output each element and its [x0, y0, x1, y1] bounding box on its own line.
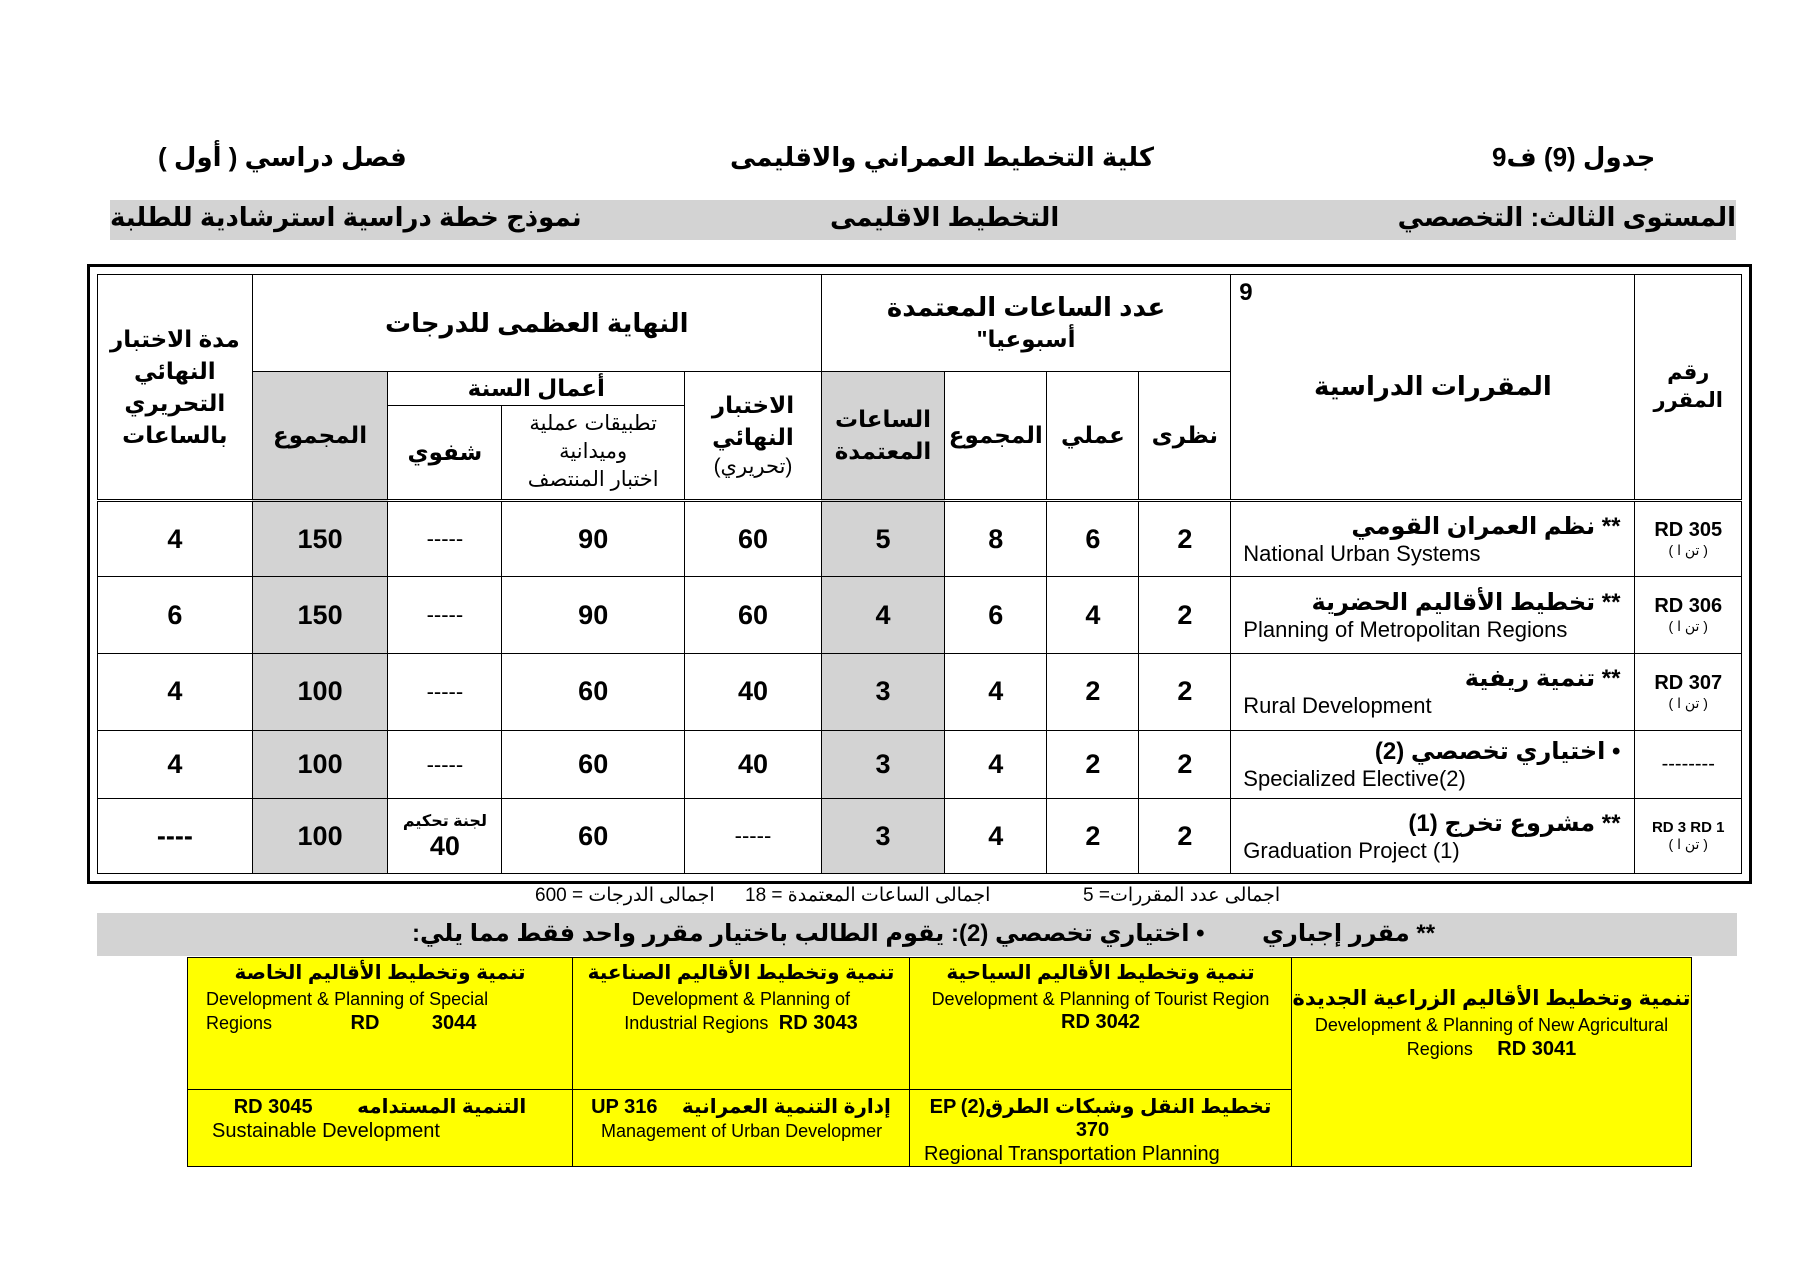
- header-practical: عملي: [1047, 371, 1139, 500]
- header-final-exam-label: الاختبار النهائي: [711, 392, 795, 451]
- elective-3041: [1292, 958, 1692, 1167]
- header-course-code: رقم المقرر: [1635, 275, 1742, 501]
- exam-duration-value: 4: [98, 730, 253, 799]
- header-theory: نظرى: [1139, 371, 1231, 500]
- plan-title: نموذج خطة دراسية استرشادية للطلبة: [110, 202, 582, 232]
- study-plan-frame: [87, 264, 1752, 884]
- total-courses: اجمالى عدد المقررات= 5: [1083, 885, 1281, 906]
- practical-value: 2: [1047, 799, 1139, 874]
- theory-value: 2: [1139, 500, 1231, 577]
- course-code-cell: [1635, 730, 1742, 799]
- credit-value: 3: [821, 799, 944, 874]
- level-label: المستوى الثالث: التخصصي: [1397, 202, 1736, 232]
- notes-bar: [97, 913, 1737, 956]
- practical-value: 6: [1047, 500, 1139, 577]
- elective-3044-ar: تنمية وتخطيط الأقاليم الخاصة: [234, 962, 526, 984]
- elective-3045-code: RD 3045: [233, 1096, 313, 1118]
- course-name-en: Planning of Metropolitan Regions: [1243, 616, 1568, 642]
- total-hours-value: 4: [945, 799, 1047, 874]
- elective-3043-en1: Development & Planning of: [631, 989, 851, 1009]
- table-label: جدول (9) ف9: [1492, 142, 1656, 172]
- elective-3044: [188, 958, 573, 1090]
- exam-duration-value: 4: [98, 500, 253, 577]
- header-applications: [502, 406, 685, 501]
- elective-3043-ar: تنمية وتخطيط الأقاليم الصناعية: [587, 962, 895, 984]
- course-code-sub: ( تن ا ): [1668, 694, 1708, 711]
- course-code-cell: [1635, 654, 1742, 731]
- header-year-work: أعمال السنة: [388, 371, 685, 405]
- theory-value: 2: [1139, 730, 1231, 799]
- theory-value: 2: [1139, 577, 1231, 654]
- table-row: [98, 654, 1742, 731]
- oral-value: -----: [388, 577, 502, 654]
- elective-up316: [573, 1090, 910, 1167]
- elective-3044-code-a: RD: [350, 1012, 380, 1034]
- theory-value: 2: [1139, 654, 1231, 731]
- total-hours-value: 4: [945, 654, 1047, 731]
- total-hours-value: 4: [945, 730, 1047, 799]
- oral-cell: [388, 799, 502, 874]
- total-hours-value: 6: [945, 577, 1047, 654]
- course-code-cell: [1635, 577, 1742, 654]
- oral-value: -----: [388, 654, 502, 731]
- practical-value: 2: [1047, 730, 1139, 799]
- header-final-exam: [685, 371, 822, 500]
- theory-value: 2: [1139, 799, 1231, 874]
- elective-up316-code: UP 316: [591, 1096, 658, 1118]
- elective-3041-ar: تنمية وتخطيط الأقاليم الزراعية الجديدة: [1292, 987, 1691, 1010]
- course-code: RD 3 RD 1: [1651, 819, 1725, 837]
- credit-value: 3: [821, 730, 944, 799]
- course-name-ar: • اختياري تخصصي (2): [1374, 738, 1621, 766]
- applications-value: 90: [502, 500, 685, 577]
- final-exam-value: 40: [685, 654, 822, 731]
- course-code: RD 306: [1654, 595, 1723, 618]
- final-exam-value: 40: [685, 730, 822, 799]
- course-name-cell: [1231, 577, 1635, 654]
- elective-3042-code: RD 3042: [1061, 1011, 1140, 1033]
- mandatory-note: ** مقرر إجباري: [1262, 920, 1436, 947]
- course-name-ar: ** تنمية ريفية: [1464, 665, 1621, 693]
- course-name-ar: ** تخطيط الأقاليم الحضرية: [1311, 588, 1621, 616]
- exam-duration-value: 4: [98, 654, 253, 731]
- elective-3041-en2: Regions: [1406, 1039, 1473, 1059]
- oral-value: -----: [388, 500, 502, 577]
- elective-up316-ar: إدارة التنمية العمرانية: [681, 1096, 891, 1118]
- credit-value: 5: [821, 500, 944, 577]
- elective-up316-en: Management of Urban Developmer: [601, 1121, 883, 1141]
- elective-ep370: [910, 1090, 1292, 1167]
- elective-ep370-ar: تخطيط النقل وشبكات الطرق(2): [960, 1096, 1272, 1118]
- course-code: RD 305: [1654, 519, 1723, 542]
- header-oral: شفوي: [388, 406, 502, 501]
- final-exam-value: 60: [685, 577, 822, 654]
- course-name-cell: [1231, 500, 1635, 577]
- total-grades-value: 150: [252, 500, 388, 577]
- total-grades-value: 100: [252, 799, 388, 874]
- applications-value: 60: [502, 799, 685, 874]
- oral-value: 40: [429, 830, 460, 861]
- exam-duration-value: 6: [98, 577, 253, 654]
- electives-table: [187, 957, 1692, 1167]
- final-exam-value: -----: [685, 799, 822, 874]
- college-name: كلية التخطيط العمراني والاقليمى: [730, 142, 1154, 172]
- table-row: [98, 577, 1742, 654]
- elective-3045-en: Sustainable Development: [212, 1120, 440, 1142]
- elective-3043: [573, 958, 910, 1090]
- header-courses-label: المقررات الدراسية: [1314, 371, 1552, 402]
- total-grades-value: 100: [252, 730, 388, 799]
- course-code-sub: ( تن ا ): [1668, 542, 1708, 559]
- course-name-en: Rural Development: [1243, 693, 1432, 719]
- header-courses: [1231, 275, 1635, 501]
- elective-3041-code: RD 3041: [1497, 1038, 1577, 1060]
- course-code-cell: [1635, 500, 1742, 577]
- practical-value: 4: [1047, 577, 1139, 654]
- total-credit-hours: اجمالى الساعات المعتمدة = 18: [745, 885, 991, 906]
- subheader-bar: [110, 200, 1736, 240]
- table-row: [98, 799, 1742, 874]
- credit-value: 4: [821, 577, 944, 654]
- course-code-cell: [1635, 799, 1742, 874]
- course-name-en: Graduation Project (1): [1243, 837, 1460, 863]
- course-name-cell: [1231, 730, 1635, 799]
- header-total-grades: المجموع: [252, 371, 388, 500]
- practical-value: 2: [1047, 654, 1139, 731]
- course-name-ar: ** مشروع تخرج (1): [1408, 809, 1621, 837]
- course-name-cell: [1231, 799, 1635, 874]
- table-row: [98, 500, 1742, 577]
- total-grades-value: 150: [252, 577, 388, 654]
- elective-note: • اختياري تخصصي (2): يقوم الطالب باختيار مقرر واحد فقط مما يلي:: [412, 920, 1205, 947]
- elective-3042: [910, 958, 1292, 1090]
- elective-3041-en1: Development & Planning of New Agricultural: [1314, 1015, 1669, 1035]
- elective-3044-en2: Regions: [206, 1013, 273, 1033]
- oral-value: -----: [388, 730, 502, 799]
- course-code-sub: ( تن ا ): [1668, 836, 1708, 853]
- table-row: [98, 730, 1742, 799]
- elective-3044-en1: Development & Planning of Special: [206, 989, 489, 1009]
- total-grades-value: 100: [252, 654, 388, 731]
- elective-3042-ar: تنمية وتخطيط الأقاليم السياحية: [946, 962, 1255, 984]
- total-grades: اجمالى الدرجات = 600: [535, 885, 715, 906]
- header-credit-hours-group: [821, 275, 1230, 372]
- credit-value: 3: [821, 654, 944, 731]
- elective-ep370-en: Regional Transportation Planning: [924, 1143, 1220, 1165]
- header-weekly: أسبوعيا": [976, 325, 1076, 352]
- applications-value: 60: [502, 654, 685, 731]
- elective-3043-en2: Industrial Regions: [624, 1013, 769, 1033]
- header-max-grades: النهاية العظمى للدرجات: [252, 275, 821, 372]
- elective-3045-ar: التنمية المستدامه: [357, 1096, 527, 1118]
- semester-label: فصل دراسي ( أول ): [158, 142, 407, 172]
- course-code-sub: ( تن ا ): [1668, 618, 1708, 635]
- header-applications-2: وميدانية: [559, 440, 628, 464]
- course-name-en: National Urban Systems: [1243, 540, 1481, 566]
- applications-value: 60: [502, 730, 685, 799]
- elective-3042-en1: Development & Planning of Tourist Region: [931, 989, 1270, 1009]
- course-code: --------: [1661, 753, 1715, 776]
- study-plan-table: [97, 274, 1742, 874]
- header-exam-duration: مدة الاختبار النهائي التحريري بالساعات: [98, 275, 253, 501]
- elective-3043-code: RD 3043: [778, 1012, 858, 1034]
- total-hours-value: 8: [945, 500, 1047, 577]
- header-final-exam-sub: (تحريري): [713, 455, 793, 479]
- elective-3044-code-b: 3044: [431, 1012, 477, 1034]
- course-name-cell: [1231, 654, 1635, 731]
- applications-value: 90: [502, 577, 685, 654]
- header-credit-hours: عدد الساعات المعتمدة: [886, 291, 1166, 322]
- department-label: التخطيط الاقليمى: [830, 202, 1060, 232]
- header-credit: الساعات المعتمدة: [821, 371, 944, 500]
- exam-duration-value: ----: [98, 799, 253, 874]
- header-applications-1: تطبيقات عملية: [529, 412, 657, 436]
- oral-committee-label: لجنة تحكيم: [402, 812, 487, 830]
- course-name-en: Specialized Elective(2): [1243, 766, 1466, 792]
- top-number: 9: [1239, 279, 1253, 306]
- elective-3045: [188, 1090, 573, 1167]
- header-applications-3: اختبار المنتصف: [527, 468, 659, 492]
- header-total-hours: المجموع: [945, 371, 1047, 500]
- final-exam-value: 60: [685, 500, 822, 577]
- course-name-ar: ** نظم العمران القومي: [1351, 512, 1621, 540]
- elective-ep370-code: EP 370: [929, 1096, 1110, 1141]
- course-code: RD 307: [1654, 671, 1723, 694]
